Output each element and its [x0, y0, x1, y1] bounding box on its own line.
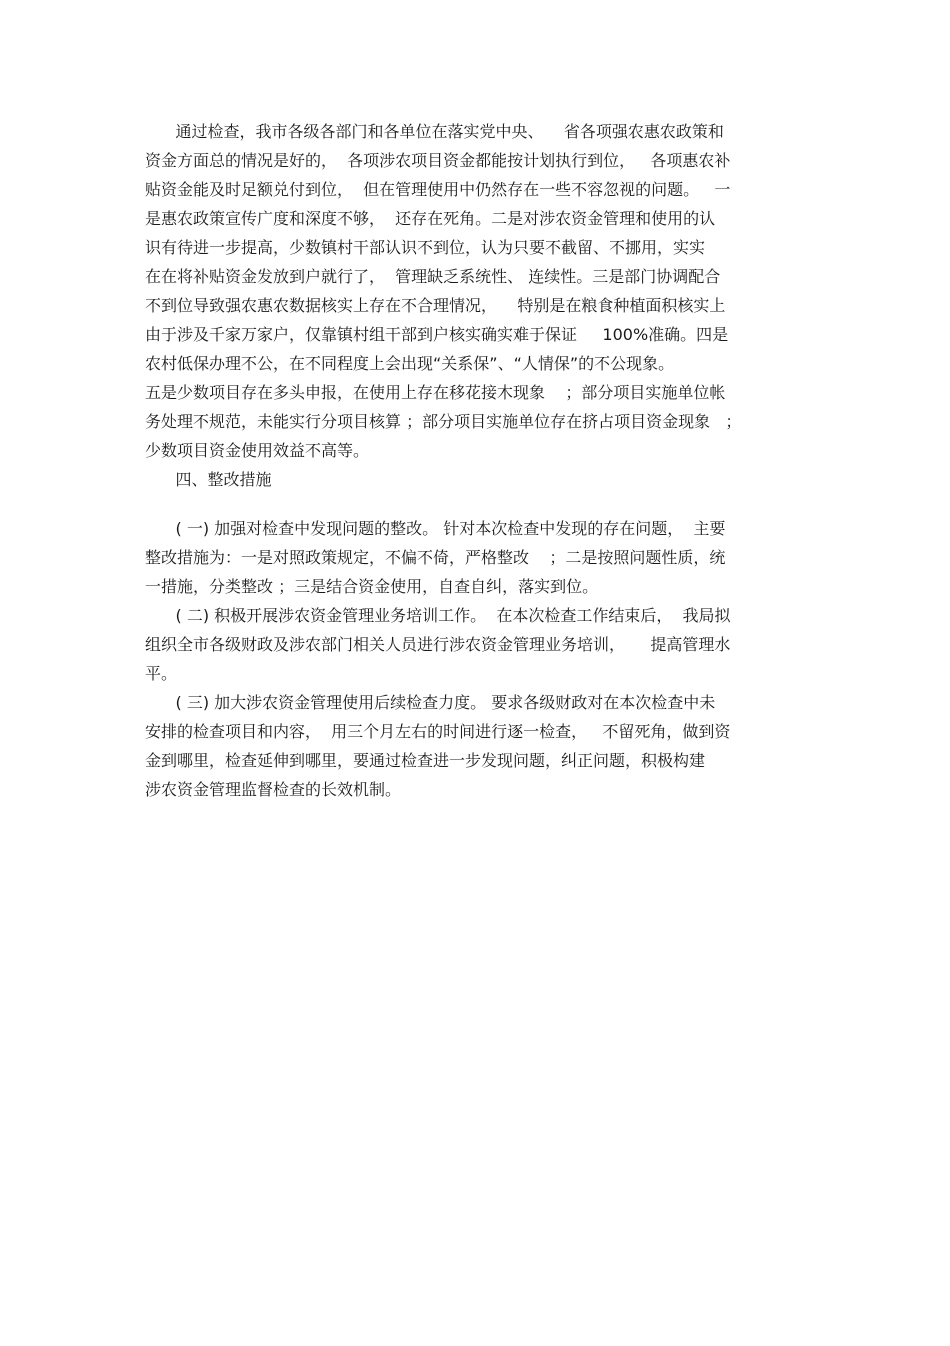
- paragraph-measure-3: [145, 688, 807, 804]
- text-line: 安排的检查项目和内容， 用三个月左右的时间进行逐一检查， 不留死角，做到资: [145, 722, 731, 741]
- text-line: 少数项目资金使用效益不高等。: [145, 441, 370, 460]
- text-line: 涉农资金管理监督检查的长效机制。: [145, 780, 402, 799]
- text-line: 组织全市各级财政及涉农部门相关人员进行涉农资金管理业务培训， 提高管理水: [145, 635, 731, 654]
- paragraph-measure-2: [145, 601, 807, 688]
- text-line: 在在将补贴资金发放到户就行了， 管理缺乏系统性、 连续性。三是部门协调配合: [145, 267, 721, 286]
- text-line: 五是少数项目存在多头申报，在使用上存在移花接木现象 ；部分项目实施单位帐: [145, 383, 726, 402]
- text-line: ( 三) 加大涉农资金管理使用后续检查力度。 要求各级财政对在本次检查中未: [145, 693, 716, 712]
- section-heading: 四、整改措施: [145, 470, 272, 489]
- text-line: 金到哪里，检查延伸到哪里，要通过检查进一步发现问题，纠正问题，积极构建: [145, 751, 706, 770]
- spacer: [145, 494, 807, 514]
- text-line: 资金方面总的情况是好的， 各项涉农项目资金都能按计划执行到位， 各项惠农补: [145, 151, 731, 170]
- document-body: [145, 117, 807, 804]
- text-line: 整改措施为：一是对照政策规定，不偏不倚，严格整改 ；二是按照问题性质，统: [145, 548, 726, 567]
- text-line: ( 一) 加强对检查中发现问题的整改。 针对本次检查中发现的存在问题， 主要: [145, 519, 726, 538]
- text-line: 平。: [145, 664, 178, 683]
- text-line: 农村低保办理不公，在不同程度上会出现“关系保”、“人情保”的不公现象。: [145, 354, 675, 373]
- text-line: ( 二) 积极开展涉农资金管理业务培训工作。 在本次检查工作结束后， 我局拟: [145, 606, 731, 625]
- paragraph-problems: [145, 117, 807, 465]
- text-line: 识有待进一步提高，少数镇村干部认识不到位，认为只要不截留、不挪用，实实: [145, 238, 706, 257]
- text-line: 通过检查，我市各级各部门和各单位在落实党中央、 省各项强农惠农政策和: [145, 122, 724, 141]
- text-line: 由于涉及千家万家户，仅靠镇村组干部到户核实确实难于保证 100%准确。四是: [145, 325, 729, 344]
- paragraph-measure-1: [145, 514, 807, 601]
- text-line: 是惠农政策宣传广度和深度不够， 还存在死角。二是对涉农资金管理和使用的认: [145, 209, 716, 228]
- text-line: 务处理不规范，未能实行分项目核算 ；部分项目实施单位存在挤占项目资金现象 ；: [145, 412, 742, 431]
- text-line: 不到位导致强农惠农数据核实上存在不合理情况， 特别是在粮食种植面积核实上: [145, 296, 726, 315]
- text-line: 贴资金能及时足额兑付到位， 但在管理使用中仍然存在一些不容忽视的问题。 一: [145, 180, 731, 199]
- text-line: 一措施，分类整改 ；三是结合资金使用，自查自纠，落实到位。: [145, 577, 599, 596]
